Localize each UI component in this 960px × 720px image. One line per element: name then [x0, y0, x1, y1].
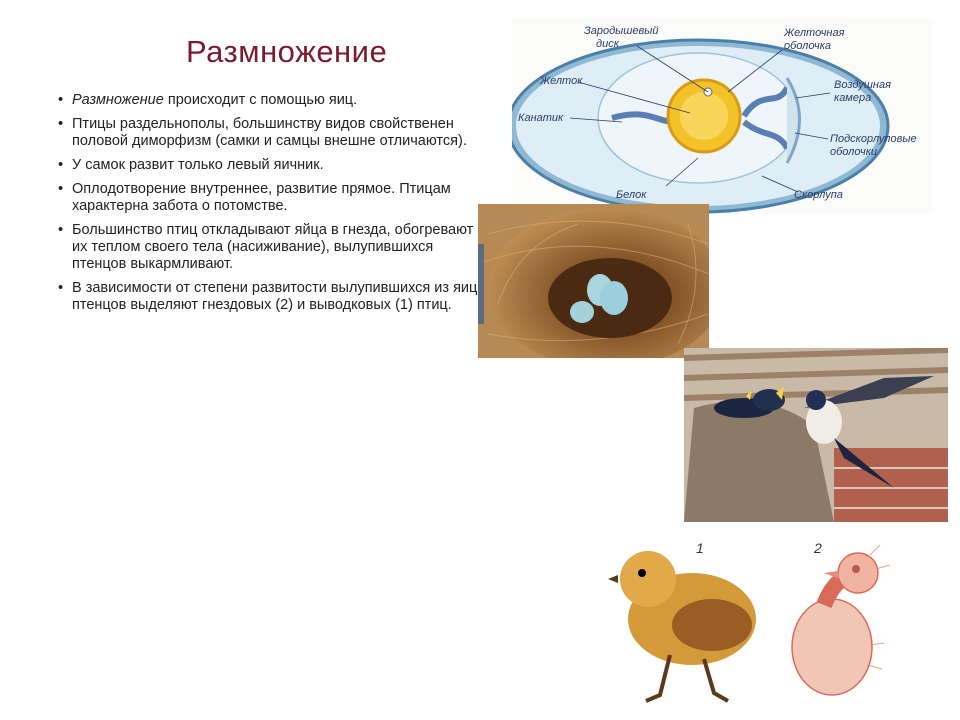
bullet-item: [56, 222, 486, 273]
bullet-list: [56, 92, 486, 321]
bullet-text: У самок развит только левый яичник.: [72, 157, 324, 173]
bullet-lead-italic: Размножение: [72, 92, 164, 108]
bullet-text: Большинство птиц откладывают яйца в гнезда, обогревают их теплом своего тела (насиживание), вылупившихся птенцов выкармливают.: [72, 222, 474, 272]
egg-label-yolk-membrane: [783, 27, 845, 52]
egg-label-yolk: Желток: [540, 75, 583, 87]
egg-label-line: Подскорлуповые: [830, 133, 917, 145]
egg-label-line: диск: [596, 38, 619, 50]
chick-label-precocial: 1: [696, 540, 704, 556]
swallow-feeding-photo: [684, 348, 948, 522]
bullet-item: [56, 116, 486, 150]
bullet-item: [56, 157, 486, 174]
chick-label-altricial: 2: [814, 540, 822, 556]
egg-label-line: оболочки: [830, 146, 878, 158]
chicks-drawing: [600, 535, 910, 715]
egg-label-shell-membranes: [830, 133, 917, 158]
egg-label-albumen: Белок: [616, 189, 647, 201]
bullet-item: [56, 280, 486, 314]
bullet-item: [56, 92, 486, 109]
egg-label-line: оболочка: [784, 40, 832, 52]
egg-label-shell: Скорлупа: [794, 189, 843, 201]
bullet-text: В зависимости от степени развитости вылупившихся из яиц птенцов выделяют гнездовых (2) и выводковых (1) птиц.: [72, 280, 478, 313]
egg-label-chalaza: Канатик: [518, 112, 564, 124]
bullet-item: [56, 181, 486, 215]
bullet-text: Оплодотворение внутреннее, развитие прямое. Птицам характерна забота о потомстве.: [72, 181, 451, 214]
egg-label-line: камера: [834, 92, 872, 104]
egg-label-line: Зародышевый: [584, 25, 659, 37]
egg-label-line: Воздушная: [834, 79, 891, 91]
egg-label-air-chamber: [834, 79, 891, 104]
bullet-text: Птицы раздельнополы, большинству видов свойственен половой диморфизм (самки и самцы внешне отличаются).: [72, 116, 467, 149]
egg-structure-diagram: [512, 18, 932, 214]
slide-title: Размножение: [186, 34, 388, 69]
bullet-text: происходит с помощью яиц.: [163, 92, 358, 108]
egg-label-line: Желточная: [784, 27, 845, 39]
nest-eggs-photo: [478, 204, 709, 358]
